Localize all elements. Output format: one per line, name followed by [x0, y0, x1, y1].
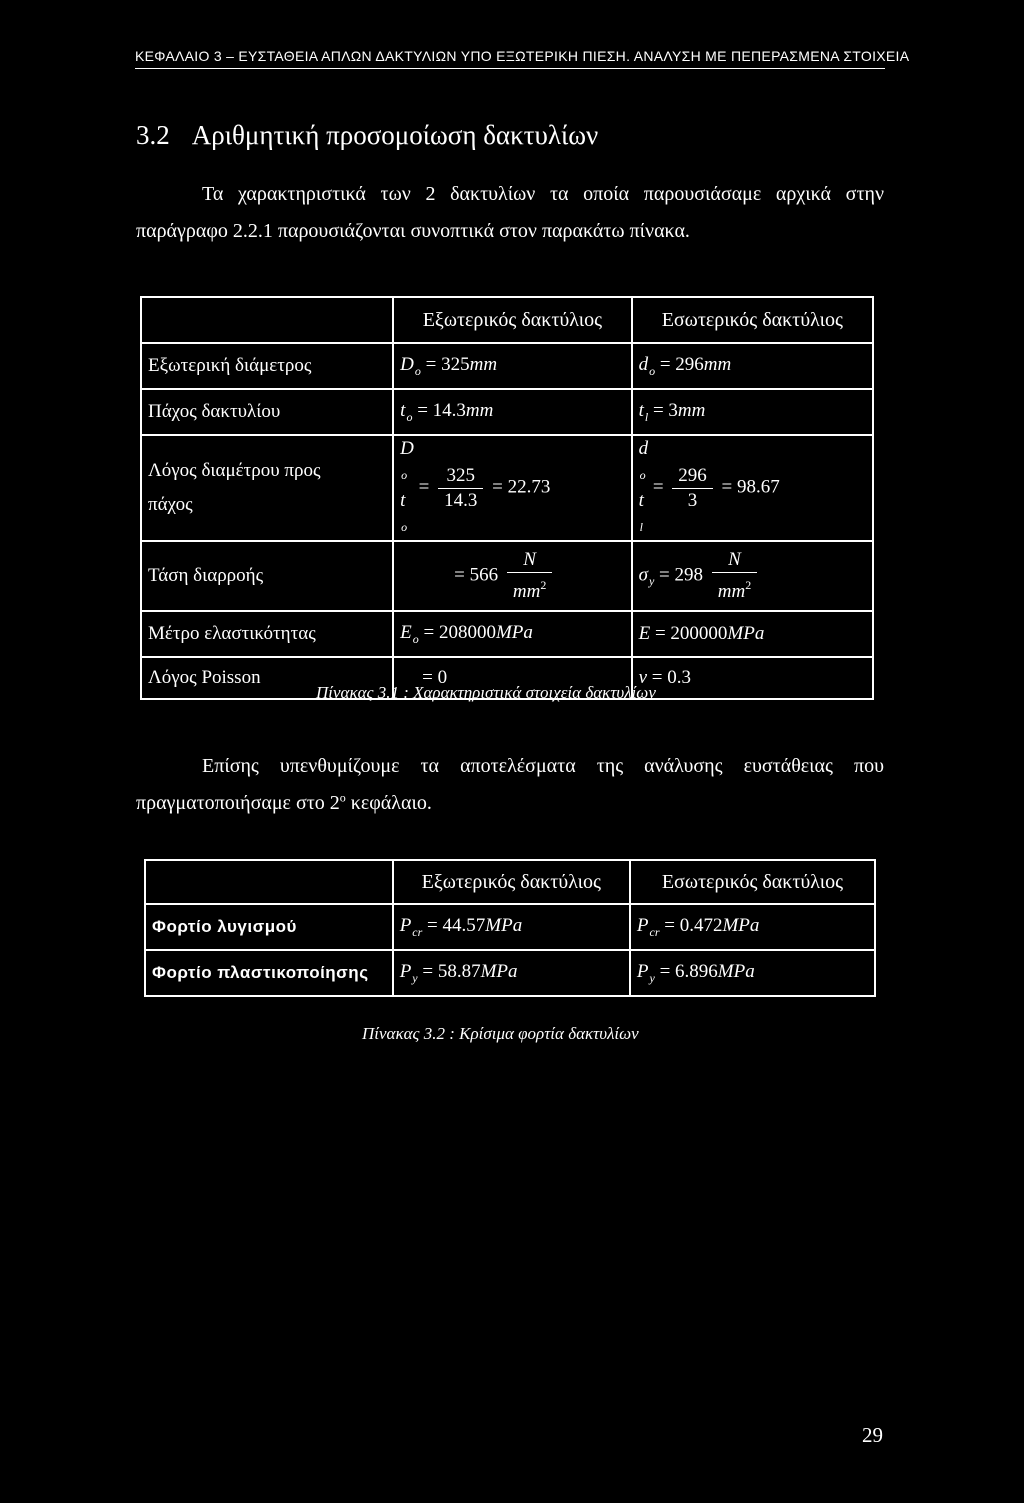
section-title: Αριθμητική προσομοίωση δακτυλίων [191, 120, 599, 150]
paragraph-line: πραγματοποιήσαμε στο $2^o$ κεφάλαιο. [136, 790, 432, 814]
table-row [141, 389, 873, 435]
outer-modulus-value: $E_o = 208000MPa$ [393, 611, 631, 657]
outer-yield-value: = 566 $\frac{N}{mm^2}$ [393, 541, 631, 611]
page-number: 29 [862, 1423, 883, 1447]
outer-thickness-value: $t_o = 14.3mm$ [393, 389, 631, 435]
section-number: 3.2 [136, 120, 170, 150]
inner-poisson-value: v = 0.3 [632, 657, 873, 699]
empty-cell [145, 860, 393, 904]
paragraph-line: Επίσης υπενθυμίζουμε τα αποτελέσματα της ανάλυσης ευστάθειας που [202, 755, 884, 777]
inner-yield-value: $\sigma_y = 298$ $\frac{N}{mm^2}$ [632, 541, 873, 611]
outer-poisson-value: = 0 [393, 657, 631, 699]
column-header-outer: Εξωτερικός δακτύλιος [393, 297, 631, 343]
row-label: Φορτίο πλαστικοποίησης [145, 950, 393, 996]
inner-modulus-value: E = 200000MPa [632, 611, 873, 657]
row-label: Λόγος Poisson [141, 657, 393, 699]
inner-diameter-value: $d_o = 296mm$ [632, 343, 873, 389]
outer-diameter-value: $D_o = 325mm$ [393, 343, 631, 389]
column-header-outer: Εξωτερικός δακτύλιος [393, 860, 630, 904]
critical-loads-table [144, 859, 876, 997]
table-header-row [141, 297, 873, 343]
inner-buckling-value: $P_{cr} = 0.472MPa$ [630, 904, 875, 950]
paragraph-line: Τα χαρακτηριστικά των 2 δακτυλίων τα οποία παρουσιάσαμε αρχικά στην [202, 183, 884, 205]
running-header: ΚΕΦΑΛΑΙΟ 3 – ΕΥΣΤΑΘΕΙΑ ΑΠΛΩΝ ΔΑΚΤΥΛΙΩΝ ΥΠΟ ΕΞΩΤΕΡΙΚΗ ΠΙΕΣΗ. ΑΝΑΛΥΣΗ ΜΕ ΠΕΠΕΡΑΣΜΕΝΑ ΣΤΟΙΧΕΙΑ [135, 48, 885, 69]
row-label: Μέτρο ελαστικότητας [141, 611, 393, 657]
row-label: Φορτίο λυγισμού [145, 904, 393, 950]
paragraph-line: παράγραφο 2.2.1 παρουσιάζονται συνοπτικά στον παρακάτω πίνακα. [136, 220, 690, 242]
inner-plastic-value: $P_y = 6.896MPa$ [630, 950, 875, 996]
row-label: Τάση διαρροής [141, 541, 393, 611]
table-row [141, 611, 873, 657]
table-row [145, 904, 875, 950]
table-header-row [145, 860, 875, 904]
row-label: Πάχος δακτυλίου [141, 389, 393, 435]
empty-cell [141, 297, 393, 343]
row-label: Λόγος διαμέτρου προς πάχος [141, 435, 393, 541]
outer-ratio-value: D o t o = $\frac{325}{14.3}$ = 22.73 [393, 435, 631, 541]
table-caption: Πίνακας 3.2 : Κρίσιμα φορτία δακτυλίων [362, 1024, 639, 1043]
column-header-inner: Εσωτερικός δακτύλιος [632, 297, 873, 343]
inner-ratio-value: d o t l = $\frac{296}{3}$ = 98.67 [632, 435, 873, 541]
table-row [141, 435, 873, 541]
outer-buckling-value: $P_{cr} = 44.57MPa$ [393, 904, 630, 950]
table-row [141, 343, 873, 389]
column-header-inner: Εσωτερικός δακτύλιος [630, 860, 875, 904]
table-caption: Πίνακας 3.1 : Χαρακτηριστικά στοιχεία δακτυλίων [316, 683, 656, 702]
table-row [145, 950, 875, 996]
table-row [141, 541, 873, 611]
inner-thickness-value: $t_l = 3mm$ [632, 389, 873, 435]
paragraph-reminder [136, 748, 884, 822]
ring-properties-table [140, 296, 874, 700]
section-heading [136, 120, 598, 151]
paragraph-intro [136, 176, 884, 250]
row-label: Εξωτερική διάμετρος [141, 343, 393, 389]
outer-plastic-value: $P_y = 58.87MPa$ [393, 950, 630, 996]
